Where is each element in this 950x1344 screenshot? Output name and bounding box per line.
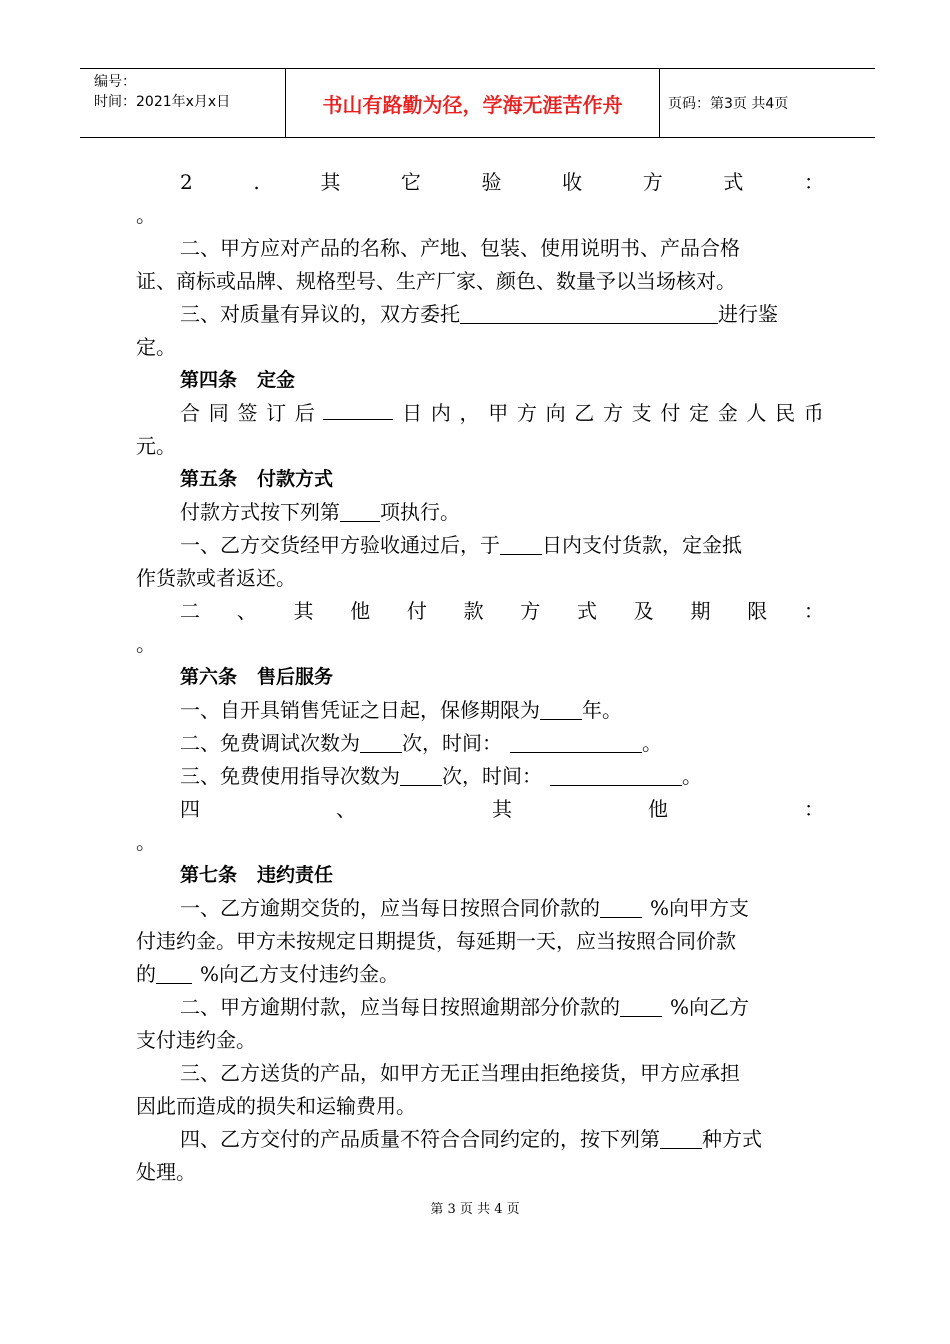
blank-line <box>400 763 442 786</box>
char: 式 <box>723 170 744 194</box>
char: 方 <box>642 170 663 194</box>
text: %向乙方 <box>670 995 750 1019</box>
char: 收 <box>562 170 583 194</box>
char: 、 <box>336 797 356 821</box>
char: 签 <box>237 401 258 425</box>
text: 次，时间： <box>442 764 542 788</box>
blank-line <box>620 994 662 1017</box>
paragraph-line: 因此而造成的损失和运输费用。 <box>136 1094 416 1118</box>
char: ： <box>803 599 824 623</box>
blank-line <box>323 397 393 420</box>
text: 。 <box>642 731 662 755</box>
paragraph-line: 付违约金。甲方未按规定日期提货，每延期一天，应当按照合同价款 <box>136 929 736 953</box>
char: 期 <box>690 599 711 623</box>
time-label: 时间：2021年x月x日 <box>94 94 231 110</box>
blank-line <box>660 1126 702 1149</box>
line-other-service <box>136 793 824 826</box>
blank-line <box>460 301 718 324</box>
char: ： <box>804 797 824 821</box>
paragraph-line: 证、商标或品牌、规格型号、生产厂家、颜色、数量予以当场核对。 <box>136 269 736 293</box>
char: 乙 <box>574 401 595 425</box>
char: 民 <box>775 401 796 425</box>
article-number: 第七条 <box>180 864 238 886</box>
paragraph-line: 作货款或者返还。 <box>136 566 296 590</box>
paragraph-line <box>136 1123 824 1156</box>
text: 二、免费调试次数为 <box>180 731 360 755</box>
article-number: 第六条 <box>180 666 238 688</box>
char: 它 <box>400 170 421 194</box>
paragraph-line <box>136 694 824 727</box>
blank-line <box>340 499 380 522</box>
char: 验 <box>481 170 502 194</box>
char: 同 <box>208 401 229 425</box>
page-footer: 第 3 页 共 4 页 <box>430 1202 520 1217</box>
contract-body <box>136 166 824 1189</box>
paragraph-line: 。 <box>136 203 156 227</box>
text: 种方式 <box>702 1127 762 1151</box>
char: 人 <box>746 401 767 425</box>
char: 四 <box>180 797 200 821</box>
char: 他 <box>350 599 371 623</box>
paragraph-line: 定。 <box>136 335 176 359</box>
paragraph-line: 三、乙方送货的产品，如甲方无正当理由拒绝接货，甲方应承担 <box>180 1061 740 1085</box>
paragraph-line <box>136 298 824 331</box>
page-header <box>80 68 875 138</box>
paragraph-line <box>136 958 824 991</box>
char: 付 <box>660 401 681 425</box>
char: 、 <box>236 599 257 623</box>
blank-line <box>510 730 642 753</box>
text: 次，时间： <box>402 731 502 755</box>
char: 币 <box>803 401 824 425</box>
char: 限 <box>747 599 768 623</box>
char: 他 <box>648 797 668 821</box>
paragraph-line: 处理。 <box>136 1160 196 1184</box>
article-heading <box>136 661 824 694</box>
article-title: 付款方式 <box>257 468 334 490</box>
char: 2 <box>180 170 193 194</box>
blank-line <box>500 532 542 555</box>
char: 金 <box>717 401 738 425</box>
char: 日 <box>402 401 423 425</box>
text: 年。 <box>582 698 622 722</box>
char: 其 <box>492 797 512 821</box>
char: 式 <box>577 599 598 623</box>
text: 付款方式按下列第 <box>180 500 340 524</box>
article-title: 违约责任 <box>257 864 334 886</box>
text: 二、甲方逾期付款，应当每日按照逾期部分价款的 <box>180 995 620 1019</box>
char: ： <box>803 170 824 194</box>
paragraph-line: 。 <box>136 632 156 656</box>
char: 定 <box>689 401 709 425</box>
paragraph-line <box>136 529 824 562</box>
char: 方 <box>602 401 623 425</box>
blank-line <box>600 895 642 918</box>
char: 订 <box>266 401 287 425</box>
char: 付 <box>406 599 427 623</box>
text: 一、乙方逾期交货的，应当每日按照合同价款的 <box>180 896 600 920</box>
article-title: 定金 <box>257 369 296 391</box>
paragraph-line <box>136 727 824 760</box>
char: 向 <box>545 401 566 425</box>
paragraph-line: 。 <box>136 830 156 854</box>
line-other-acceptance <box>136 166 824 199</box>
article-heading <box>136 463 824 496</box>
text: 日内支付货款，定金抵 <box>542 533 742 557</box>
paragraph-line: 元。 <box>136 434 176 458</box>
paragraph-line <box>136 760 824 793</box>
paragraph-line: 二、甲方应对产品的名称、产地、包装、使用说明书、产品合格 <box>180 236 740 260</box>
char: 支 <box>631 401 652 425</box>
text: 四、乙方交付的产品质量不符合合同约定的，按下列第 <box>180 1127 660 1151</box>
text: 的 <box>136 962 156 986</box>
header-meta <box>80 69 286 137</box>
text: 进行鉴 <box>718 302 778 326</box>
char: ， <box>459 401 480 425</box>
article-heading <box>136 364 824 397</box>
article-number: 第四条 <box>180 369 238 391</box>
text: 三、对质量有异议的，双方委托 <box>180 302 460 326</box>
text: %向甲方支 <box>650 896 750 920</box>
char: 其 <box>293 599 314 623</box>
char: 及 <box>633 599 654 623</box>
char: 方 <box>520 599 541 623</box>
text: 。 <box>682 764 702 788</box>
article-heading <box>136 859 824 892</box>
paragraph-line <box>136 496 824 529</box>
header-motto: 书山有路勤为径，学海无涯苦作舟 <box>286 69 660 137</box>
number-label: 编号： <box>94 74 136 90</box>
text: %向乙方支付违约金。 <box>200 962 400 986</box>
text: 一、乙方交货经甲方验收通过后，于 <box>180 533 500 557</box>
line-deposit <box>136 397 824 430</box>
article-title: 售后服务 <box>257 666 334 688</box>
char: 款 <box>463 599 484 623</box>
text: 项执行。 <box>380 500 460 524</box>
blank-line <box>550 763 682 786</box>
paragraph-line <box>136 991 824 1024</box>
char: 合 <box>180 401 200 425</box>
text: 三、免费使用指导次数为 <box>180 764 400 788</box>
paragraph-line: 支付违约金。 <box>136 1028 256 1052</box>
header-page-label: 页码：第3页 共4页 <box>668 96 789 112</box>
line-other-payment <box>136 595 824 628</box>
paragraph-line <box>136 892 824 925</box>
char: 方 <box>516 401 537 425</box>
char: . <box>253 170 260 194</box>
blank-line <box>360 730 402 753</box>
article-number: 第五条 <box>180 468 238 490</box>
blank-line <box>540 697 582 720</box>
char: 其 <box>320 170 341 194</box>
blank-line <box>156 961 192 984</box>
char: 后 <box>294 401 315 425</box>
char: 内 <box>430 401 451 425</box>
char: 甲 <box>488 401 509 425</box>
text: 一、自开具销售凭证之日起，保修期限为 <box>180 698 540 722</box>
char: 二 <box>180 599 200 623</box>
